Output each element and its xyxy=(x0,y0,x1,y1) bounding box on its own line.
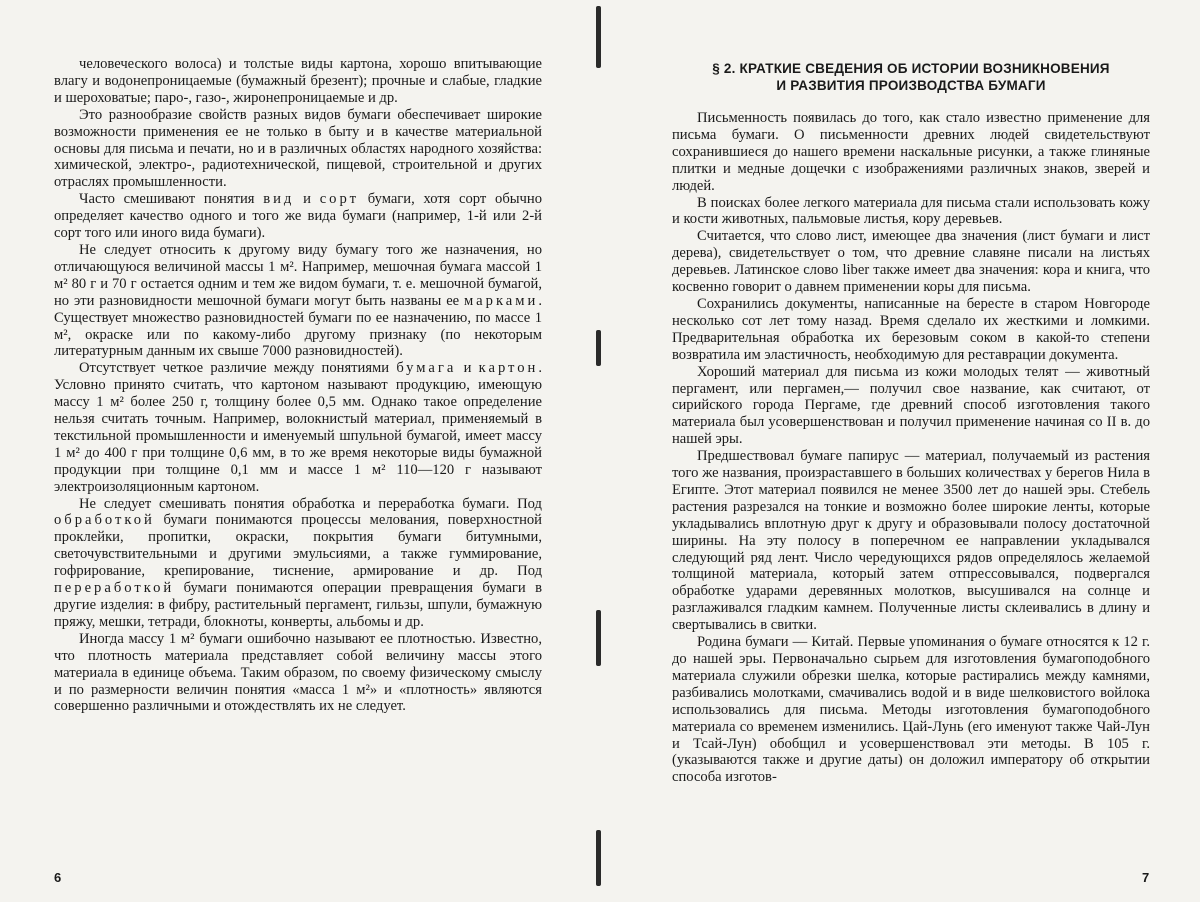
text-run: Отсутствует четкое различие между понятиями xyxy=(79,360,397,377)
page-number-left: 6 xyxy=(54,870,62,885)
paragraph: Сохранились документы, написанные на бересте в старом Новгороде несколько сот лет тому назад. Время сделало их жесткими и ломкими. Предварительная обработка их березовым соком в какой-то степени возвратила им эластичность, необходимую для реставрации документа. xyxy=(672,295,1150,363)
paragraph xyxy=(54,360,542,495)
text-run: Не следует относить к другому виду бумагу того же назначения, но отличающуюся величиной массы 1 м². Например, мешочная бумага массой 1 м² 80 г и 70 г остается одним и тем же видом бумаги, т. е. мешочной бумагой, но эти разновидности мешочной бумаги могут быть названы ее xyxy=(54,241,542,309)
paragraph xyxy=(54,191,542,242)
emphasized-term: бумага xyxy=(396,360,457,377)
emphasized-term: обработкой xyxy=(54,512,155,529)
heading-line: И РАЗВИТИЯ ПРОИЗВОДСТВА БУМАГИ xyxy=(776,78,1046,93)
paragraph: Это разнообразие свойств разных видов бумаги обеспечивает широкие возможности применения ее не только в быту и в качестве материальной основы для письма и печати, но и в различных областях народного хозяйства: химической, электро-, радиотехнической, пищевой, строительной и других отраслях промышленности. xyxy=(54,106,542,191)
text-run: Часто смешивают понятия xyxy=(79,191,264,208)
paragraph: человеческого волоса) и толстые виды картона, хорошо впитывающие влагу и водонепроницаемые (бумажный брезент); прочные и слабые, гладкие и шероховатые; паро-, газо-, жиронепроницаемые и др. xyxy=(54,56,542,106)
text-run: . Существует множество разновидностей бумаги по ее назначению, по массе 1 м², окраске или по какому-либо другому признаку (по некоторым литературным данным их свыше 7000 разновидностей). xyxy=(54,292,542,360)
paragraph: Родина бумаги — Китай. Первые упоминания о бумаге относятся к 12 г. до нашей эры. Первоначально сырьем для изготовления бумагоподобного материала служили обрезки шелка, которые растирались между камнями, разбивались молотками, смачивались водой и в виде шелковистого войлока использовались для письма. Методы изготовления бумагоподобного материала со временем изменились. Цай-Лунь (его именуют также Чай-Лун и Тсай-Лун) обобщил и усовершенствовал эти методы. В 105 г. (указываются также и другие даты) он доложил императору об открытии способа изготов- xyxy=(672,634,1150,786)
text-run: Не следует смешивать понятия обработка и переработка бумаги. Под xyxy=(79,495,542,512)
paragraph: Считается, что слово лист, имеющее два значения (лист бумаги и лист дерева), свидетельствует о том, что древние славяне писали на листьях деревьев. Латинское слово liber также имеет два значения: кора и книга, что косвенно говорит о давнем применении коры для письма. xyxy=(672,228,1150,296)
right-page xyxy=(600,0,1200,902)
paragraph xyxy=(54,496,542,631)
emphasized-term: сорт xyxy=(319,191,359,208)
heading-line: § 2. КРАТКИЕ СВЕДЕНИЯ ОБ ИСТОРИИ ВОЗНИКНОВЕНИЯ xyxy=(712,61,1110,76)
text-run: бумаги понимаются операции превращения бумаги в другие изделия: в фибру, растительный пергамент, гильзы, шпули, бумажную пряжу, мешки, тетради, блокноты, конверты, альбомы и др. xyxy=(54,580,542,630)
text-run: и xyxy=(294,191,320,208)
text-run: бумаги понимаются процессы мелования, поверхностной проклейки, пропитки, окраски, покрытия бумаги битумными, светочувствительными и другими эмульсиями, а также гуммирование, гофрирование, крепирование, тиснение, армирование и др. Под xyxy=(54,512,542,580)
text-run: бумаги, хотя сорт обычно определяет качество одного и того же вида бумаги (например, 1-й или 2-й сорт того или иного вида бумаги). xyxy=(54,191,542,242)
emphasized-term: вид xyxy=(263,191,295,208)
text-run: . Условно принято считать, что картоном называют продукцию, имеющую массу 1 м² более 250 г, толщину более 0,5 мм. Однако такое определение нельзя считать точным. Например, волокнистый материал, применяемый в текстильной промышленности и именуемый шпульной бумагой, имеет массу 1 м² до 400 г при толщине 0,6 мм, в то же время некоторые виды бумажной продукции при толщине 0,1 мм и массе 1 м² 110—120 г называют электроизоляционным картоном. xyxy=(54,360,542,495)
paragraph: Письменность появилась до того, как стало известно применение для письма бумаги. О письменности древних людей свидетельствуют сохранившиеся до нашего времени наскальные рисунки, а также глиняные плитки и медные дощечки с изображениями различных знаков, зверей и людей. xyxy=(672,110,1150,194)
text-run: и xyxy=(456,360,479,377)
paragraph: Иногда массу 1 м² бумаги ошибочно называют ее плотностью. Известно, что плотность материала представляет собой величину массы этого материала в единице объема. Таким образом, по своему физическому смыслу и по размерности величин понятия «масса 1 м²» и «плотность» являются совершенно различными и отождествлять их не следует. xyxy=(54,630,542,715)
paragraph xyxy=(54,242,542,360)
page-number-right: 7 xyxy=(1142,870,1150,885)
emphasized-term: переработкой xyxy=(54,580,175,597)
section-heading xyxy=(672,60,1150,94)
paragraph: Предшествовал бумаге папирус — материал, получаемый из растения того же названия, произраставшего в больших количествах у берегов Нила в Египте. Этот материал появился не менее 3500 лет до нашей эры. Стебель растения разрезался на тонкие и возможно более широкие ленты, которые укладывались вплотную друг к другу и образовывали полосу достаточной ширины. На эту полосу в поперечном ее направлении укладывался следующий ряд лент. Число чередующихся рядов определялось желаемой толщиной материала, который затем отпрессовывался, подвергался обработке ударами деревянных молотков, высушивался на солнце и разглаживался гладким камнем. Полученные листы склеивались в длину и свертывались в свитки. xyxy=(672,448,1150,634)
paragraph: В поисках более легкого материала для письма стали использовать кожу и кости животных, пальмовые листья, кору деревьев. xyxy=(672,194,1150,228)
emphasized-term: картон xyxy=(478,360,539,377)
emphasized-term: марками xyxy=(464,292,539,309)
paragraph: Хороший материал для письма из кожи молодых телят — животный пергамент, или пергамен,— получил свое название, как считают, от сирийского города Пергаме, где древний способ изготовления такого материала был усовершенствован и получил применение начиная со II в. до нашей эры. xyxy=(672,363,1150,448)
